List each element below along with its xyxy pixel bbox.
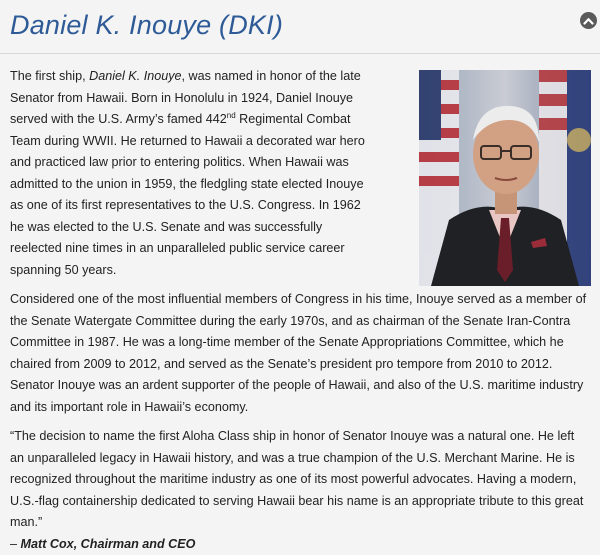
quote-block <box>10 426 590 555</box>
quote-text: “The decision to name the first Aloha Class ship in honor of Senator Inouye was a natural one. He left an unparalleled legacy in Hawaii history, and was a true champion of the U.S. Merchant Marine. He is recognized throughout the maritime industry as one of its most powerful advocates. Having a modern, U.S.-flag containership dedicated to serving Hawaii bear his name is an appropriate tribute to this great man.” <box>10 429 584 529</box>
attribution-prefix: – <box>10 536 21 551</box>
paragraph-text: Regimental Combat Team during WWII. He returned to Hawaii a decorated war hero and practiced law prior to entering politics. When Hawaii was admitted to the union in 1959, the fledgling state elected Inouye as one of its first representatives to the U.S. Congress. In 1962 he was elected to the U.S. Senate and was successfully reelected nine times in an unparalleled public service career spanning 50 years. <box>10 112 365 277</box>
title-divider <box>0 53 600 54</box>
paragraph-text: The first ship, <box>10 69 90 83</box>
paragraph-text: , was named in honor of the late Senator from Hawaii. Born in Honolulu in 1924, Daniel Inouye served with the U.S. Army’s famed 442 <box>10 69 361 126</box>
collapse-toggle-button[interactable] <box>580 12 597 29</box>
ship-name: Daniel K. Inouye <box>89 69 182 83</box>
quote-attribution: Matt Cox, Chairman and CEO <box>20 536 196 551</box>
page-title: Daniel K. Inouye (DKI) <box>10 10 284 40</box>
paragraph-career: Considered one of the most influential members of Congress in his time, Inouye served as a member of the Senate Watergate Committee during the early 1970s, and as chairman of the Senate Iran-Contra Committee in 1987. He was a long-time member of the Senate Appropriations Committee, which he chaired from 2009 to 2012, and served as the Senate’s president pro tempore from 2010 to 2012. Senator Inouye was an ardent supporter of the people of Hawaii, and also of the U.S. maritime industry and its important role in Hawaii’s economy. <box>10 292 587 414</box>
chevron-up-icon <box>583 17 594 25</box>
article-body <box>10 66 590 555</box>
paragraph-intro <box>10 66 374 281</box>
ordinal-superscript: nd <box>226 110 236 120</box>
